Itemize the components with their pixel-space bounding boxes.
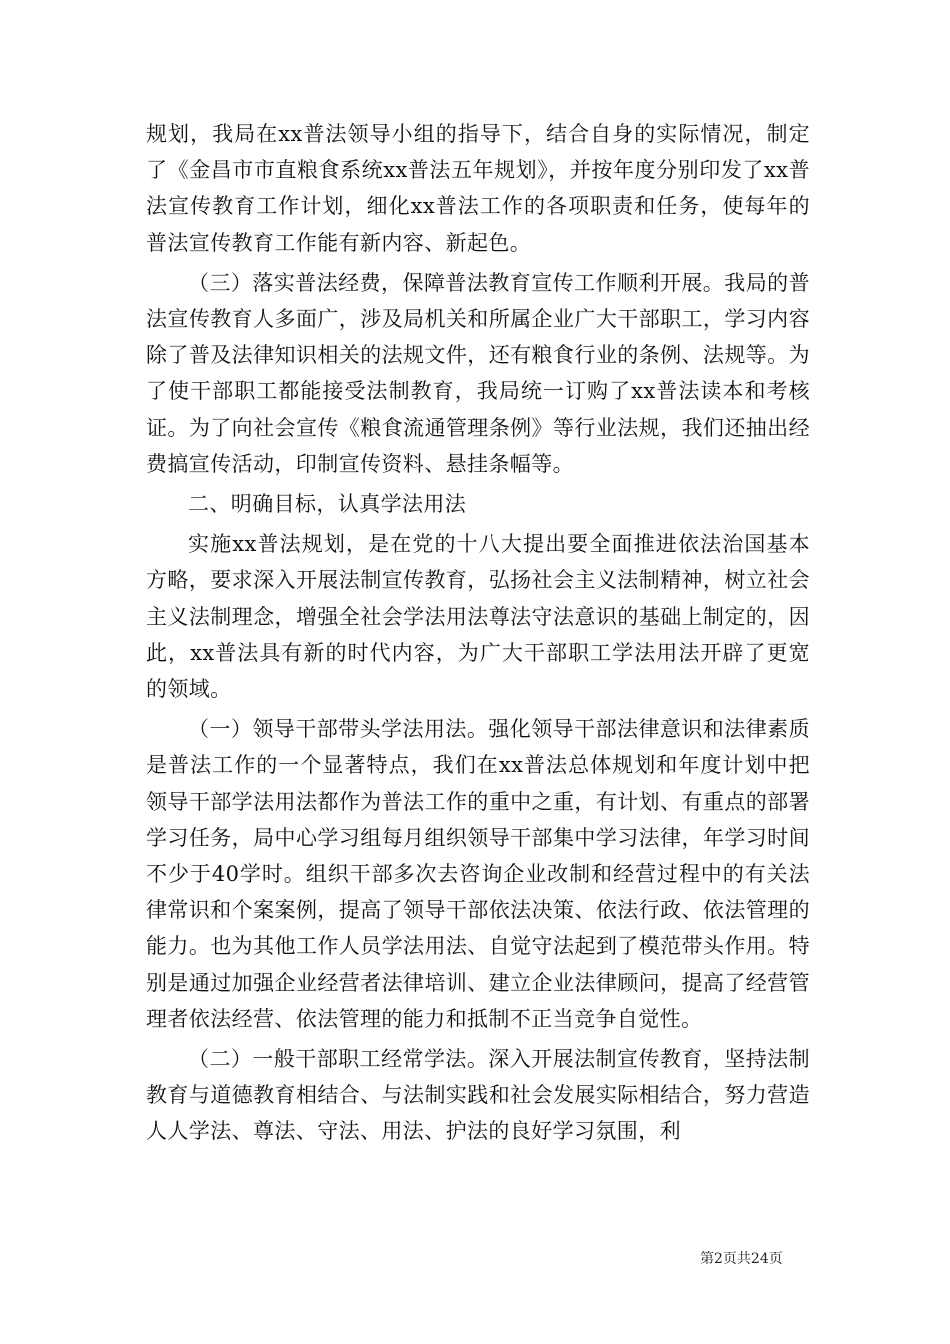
paragraph-1: 规划，我局在xx普法领导小组的指导下，结合自身的实际情况，制定了《金昌市市直粮食系统xx普法五年规划》，并按年度分别印发了xx普法宣传教育工作计划，细化xx普法工作的各项职责和任务，使每年的普法宣传教育工作能有新内容、新起色。 [146,122,810,255]
paragraph-4: （一）领导干部带头学法用法。强化领导干部法律意识和法律素质是普法工作的一个显著特点，我们在xx普法总体规划和年度计划中把领导干部学法用法都作为普法工作的重中之重，有计划、有重点的部署学习任务，局中心学习组每月组织领导干部集中学习法律，年学习时间不少于40学时。组织干部多次去咨询企业改制和经营过程中的有关法律常识和个案案例，提高了领导干部依法决策、依法行政、依法管理的能力。也为其他工作人员学法用法、自觉守法起到了模范带头作用。特别是通过加强企业经营者法律培训、建立企业法律顾问，提高了经营管理者依法经营、依法管理的能力和抵制不正当竞争自觉性。 [146,717,810,1031]
page-number: 第2页共24页 [700,1251,783,1267]
section-heading: 二、明确目标，认真学法用法 [188,492,467,517]
paragraph-2: （三）落实普法经费，保障普法教育宣传工作顺利开展。我局的普法宣传教育人多面广，涉及局机关和所属企业广大干部职工，学习内容除了普及法律知识相关的法规文件，还有粮食行业的条例、法规等。为了使干部职工都能接受法制教育，我局统一订购了xx普法读本和考核证。为了向社会宣传《粮食流通管理条例》等行业法规，我们还抽出经费搞宣传活动，印制宣传资料、悬挂条幅等。 [146,270,810,476]
paragraph-3: 实施xx普法规划，是在党的十八大提出要全面推进依法治国基本方略，要求深入开展法制宣传教育，弘扬社会主义法制精神，树立社会主义法制理念，增强全社会学法用法尊法守法意识的基础上制定的，因此，xx普法具有新的时代内容，为广大干部职工学法用法开辟了更宽的领域。 [146,532,810,702]
document-body [146,116,810,1154]
paragraph-5: （二）一般干部职工经常学法。深入开展法制宣传教育，坚持法制教育与道德教育相结合、与法制实践和社会发展实际相结合，努力营造人人学法、尊法、守法、用法、护法的良好学习氛围，利 [146,1047,810,1144]
